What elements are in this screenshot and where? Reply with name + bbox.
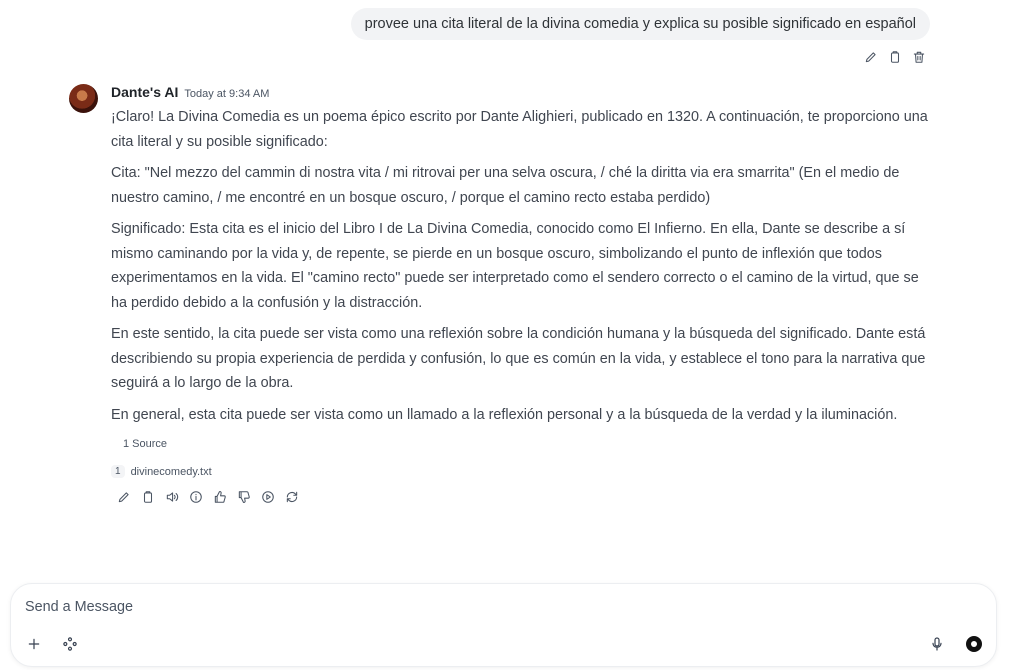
message-timestamp: Today at 9:34 AM [184, 88, 270, 100]
citation-file: divinecomedy.txt [130, 465, 212, 478]
assistant-paragraph: Significado: Esta cita es el inicio del Libro I de La Divina Comedia, conocido como El Infierno. En ella, Dante se describe a sí mismo caminando por la vida y, de repente, se pierde en un bosque oscuro, simbolizando el punto de inflexión que todos experimentamos en la vida. El "camino recto" puede ser interpretado como el sendero correcto o el camino de la virtud, que se ha perdido debido a la confusión y la distracción. [111, 221, 919, 311]
assistant-paragraph: ¡Claro! La Divina Comedia es un poema épico escrito por Dante Alighieri, publicado en 1320. A continuación, te proporciono una cita literal y su posible significado: [111, 109, 928, 150]
assistant-name: Dante's AI [111, 84, 179, 100]
user-message [351, 8, 930, 40]
assistant-message [111, 84, 936, 504]
plus-icon[interactable] [25, 635, 43, 653]
copy-icon[interactable] [888, 50, 902, 64]
thumbs-up-icon[interactable] [213, 490, 227, 504]
stop-icon[interactable] [966, 636, 982, 652]
assistant-paragraph: Cita: "Nel mezzo del cammin di nostra vita / mi ritrovai per una selva oscura, / ché la diritta via era smarrita" (En el medio de nuestro camino, / me encontré en un bosque oscuro, / porque el camino recto estaba perdido) [111, 165, 900, 206]
copy-icon[interactable] [141, 490, 155, 504]
tools-icon[interactable] [61, 635, 79, 653]
delete-icon[interactable] [912, 50, 926, 64]
info-icon[interactable] [189, 490, 203, 504]
edit-icon[interactable] [864, 50, 878, 64]
message-input[interactable] [25, 599, 725, 615]
read-aloud-icon[interactable] [165, 490, 179, 504]
composer-left-tools [25, 635, 79, 653]
assistant-paragraph: En general, esta cita puede ser vista como un llamado a la reflexión personal y a la búsqueda de la verdad y la iluminación. [111, 406, 898, 423]
user-message-bubble: provee una cita literal de la divina comedia y explica su posible significado en español [351, 8, 930, 40]
citation-number: 1 [111, 465, 125, 478]
message-composer [10, 583, 997, 667]
user-message-actions [864, 50, 926, 64]
assistant-avatar [69, 84, 98, 113]
thumbs-down-icon[interactable] [237, 490, 251, 504]
regenerate-icon[interactable] [285, 490, 299, 504]
microphone-icon[interactable] [928, 635, 946, 653]
composer-right-tools [928, 635, 982, 653]
edit-icon[interactable] [117, 490, 131, 504]
play-icon[interactable] [261, 490, 275, 504]
assistant-paragraph: En este sentido, la cita puede ser vista como una reflexión sobre la condición humana y la búsqueda del significado. Dante está describiendo su propia experiencia de perdida y confusión, lo que es común en la vida, y establece el tono para la narrativa que seguirá a lo largo de la obra. [111, 326, 926, 391]
assistant-actions [117, 490, 936, 504]
sources-button[interactable]: 1 Source [123, 438, 168, 450]
citation-item[interactable] [111, 465, 936, 478]
assistant-message-body [111, 105, 936, 427]
